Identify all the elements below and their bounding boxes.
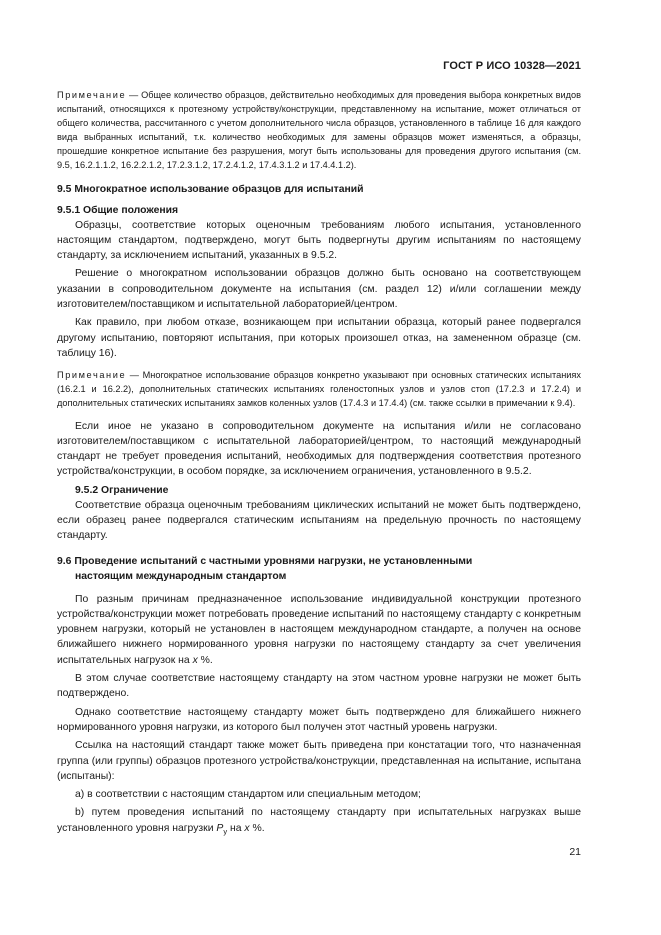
variable-subscript: y <box>223 826 228 836</box>
document-page <box>57 0 581 935</box>
paragraph: Однако соответствие настоящему стандарту может быть подтверждено для ближайшего нижнего нормированного уровня нагрузки, из которого был получен этот частный уровень нагрузки. <box>57 706 581 733</box>
list-item-b <box>57 805 581 839</box>
page-number: 21 <box>569 846 581 858</box>
paragraph: Если иное не указано в сопроводительном документе на испытания и/или не согласовано изготовителем/поставщиком с испытательной лабораторией/центром, то настоящий международный стандарт не требует проведения испытаний, необходимых для подтверждения соответствия протезного устройства/конструкции, в особом порядке, за исключением ограничения, установленного в 9.5.2. <box>57 420 581 478</box>
note-paragraph <box>57 88 581 173</box>
paragraph: В этом случае соответствие настоящему стандарту на этом частном уровне нагрузки не может быть подтверждено. <box>57 673 581 700</box>
paragraph: Соответствие образца оценочным требованиям циклических испытаний не может быть подтверждено, если образец ранее подвергался статическим испытаниям на предельную прочность по настоящему стандарту. <box>57 499 581 542</box>
paragraph: Образцы, соответствие которых оценочным требованиям любого испытания, установленного настоящим стандартом, подтверждено, могут быть подвергнуты другим испытаниям по настоящему стандарту, за исключением испытаний, указанных в 9.5.2. <box>57 219 581 262</box>
paragraph-text: По разным причинам предназначенное использование индивидуальной конструкции протезного устройства/конструкции может потребовать проведение испытаний по настоящему стандарту с конкретным уровнем нагрузки, который не установлен в настоящем международном стандарте, а получен на основе ближайшего нижнего нормированного уровня нагрузки по настоящему стандарту за счет увеличения испытательных нагрузок на <box>57 593 581 666</box>
list-item-a: а) в соответствии с настоящим стандартом или специальным методом; <box>75 789 421 801</box>
variable: P <box>216 822 224 834</box>
paragraph <box>57 592 581 668</box>
section-heading-9-6 <box>57 554 581 584</box>
variable: x <box>192 654 198 666</box>
note-label: Примечание <box>57 90 127 100</box>
variable: x <box>244 822 250 834</box>
list-item-text: на <box>227 822 245 834</box>
note-paragraph <box>57 368 581 410</box>
paragraph: Как правило, при любом отказе, возникающем при испытании образца, который ранее подвергался другому испытанию, повторяют испытания, при которых произошел отказ, на замененном образце (см. таблицу 16). <box>57 317 581 359</box>
note-text: — Многократное использование образцов конкретно указывают при основных статических испытаниях (16.2.1 и 16.2.2), дополнительных статических испытаниях голеностопных узлов и узлов стоп (17.2.3 и 17.2.4) и дополнительных статических испытаниях замков коленных узлов (17.4.3 и 17.4.4) (см. также ссылки в примечании к 9.4). <box>57 370 581 409</box>
subsection-heading-9-5-2: 9.5.2 Ограничение <box>75 484 169 496</box>
document-body <box>57 88 581 842</box>
document-header: ГОСТ Р ИСО 10328—2021 <box>443 60 581 72</box>
subsection-heading-9-5-1: 9.5.1 Общие положения <box>57 204 179 216</box>
list-item-text: %. <box>249 822 265 834</box>
list-item-text: b) путем проведения испытаний по настоящему стандарту при испытательных нагрузках выше установленного уровня нагрузки <box>57 807 581 834</box>
note-label: Примечание <box>57 370 127 381</box>
paragraph: Решение о многократном использовании образцов должно быть основано на соответствующем указании в сопроводительном документе на испытания (см. раздел 12) и/или соглашении между изготовителем/поставщиком и испытательной лабораторией/центром. <box>57 268 581 311</box>
section-heading-9-5: 9.5 Многократное использование образцов для испытаний <box>57 183 364 195</box>
paragraph-text: %. <box>197 654 213 666</box>
paragraph: Ссылка на настоящий стандарт также может быть приведена при констатации того, что назначенная группа (или группы) образцов протезного устройства/конструкции, представленная на испытание, испытана (испытаны): <box>57 740 581 782</box>
note-text: — Общее количество образцов, действительно необходимых для проведения выбора конкретных видов испытаний, относящихся к протезному устройству/конструкции, представленному на испытание, может отличаться от общего количества, рассчитанного с учетом дополнительного числа образцов, установленного в таблице 16 для каждого вида выбранных испытаний, т.к. количество необходимых для замены образцов может изменяться, а образцы, прошедшие конкретное испытание без разрушения, могут быть использованы для проведения другого испытания (см. 9.5, 16.2.1.1.2, 16.2.2.1.2, 17.2.3.1.2, 17.2.4.1.2, 17.4.3.1.2 и 17.4.4.1.2). <box>57 90 581 171</box>
section-heading-line: настоящим международным стандартом <box>75 570 287 582</box>
section-heading-line: 9.6 Проведение испытаний с частными уровнями нагрузки, не установленными <box>57 555 473 567</box>
